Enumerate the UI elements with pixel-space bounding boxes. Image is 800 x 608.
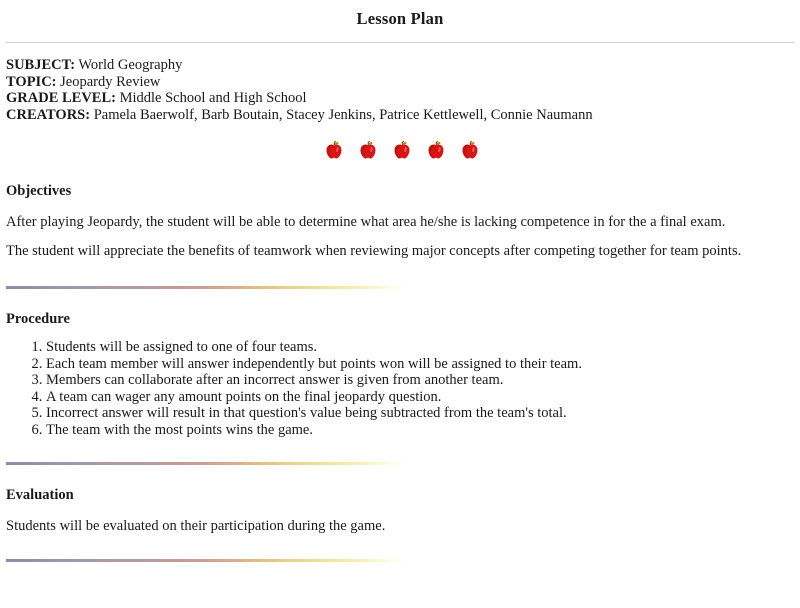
procedure-list-item: 2. Each team member will answer independently but points won will be assigned to their team. (46, 356, 794, 373)
procedure-list-item: 5. Incorrect answer will result in that question's value being subtracted from the team's total. (46, 405, 794, 422)
meta-label-grade-level: GRADE LEVEL: (6, 90, 116, 107)
procedure-list-item: 3. Members can collaborate after an incorrect answer is given from another team. (46, 372, 794, 389)
meta-row-subject (6, 57, 794, 74)
procedure-list-item: 1. Students will be assigned to one of four teams. (46, 339, 794, 356)
apple-icon (359, 140, 377, 160)
apple-icon (461, 140, 479, 160)
apple-icon (427, 140, 445, 160)
gradient-divider-1 (6, 286, 406, 289)
meta-value-topic: Jeopardy Review (60, 73, 161, 90)
objectives-paragraph-2: The student will appreciate the benefits of teamwork when reviewing major concepts after competing together for team points. (6, 243, 742, 260)
meta-label-subject: SUBJECT: (6, 57, 76, 74)
metadata-block (6, 57, 794, 123)
meta-label-creators: CREATORS: (6, 106, 91, 123)
meta-row-creators (6, 107, 794, 124)
apple-icon (393, 140, 411, 160)
title-divider (6, 42, 794, 43)
meta-value-subject: World Geography (78, 57, 183, 74)
meta-row-topic (6, 74, 794, 91)
objectives-paragraph-1: After playing Jeopardy, the student will be able to determine what area he/she is lacking competence in for the a final exam. (6, 213, 726, 230)
section-heading-evaluation: Evaluation (6, 487, 74, 504)
meta-row-grade-level (6, 90, 794, 107)
section-heading-procedure: Procedure (6, 310, 70, 327)
apple-decoration-row (6, 140, 794, 162)
procedure-list-item: 6. The team with the most points wins the game. (46, 422, 794, 439)
meta-value-creators: Pamela Baerwolf, Barb Boutain, Stacey Jenkins, Patrice Kettlewell, Connie Naumann (93, 106, 593, 123)
page-title: Lesson Plan (356, 9, 444, 28)
meta-label-topic: TOPIC: (6, 73, 57, 90)
procedure-list (6, 339, 794, 438)
evaluation-paragraph-1: Students will be evaluated on their participation during the game. (6, 517, 386, 534)
gradient-divider-2 (6, 462, 406, 465)
apple-icon (325, 140, 343, 160)
gradient-divider-3 (6, 559, 406, 562)
lesson-plan-document (0, 8, 800, 608)
meta-value-grade-level: Middle School and High School (119, 90, 307, 107)
procedure-list-item: 4. A team can wager any amount points on the final jeopardy question. (46, 389, 794, 406)
section-heading-objectives: Objectives (6, 183, 72, 200)
